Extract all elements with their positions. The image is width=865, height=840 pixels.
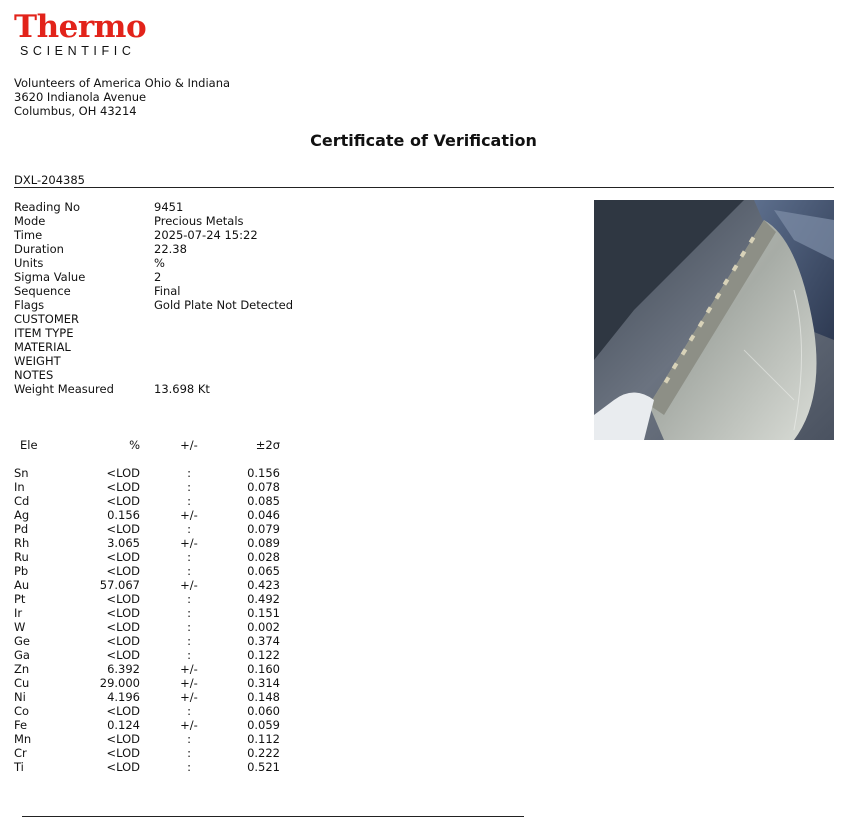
info-label: Units — [14, 256, 44, 270]
info-row — [14, 382, 293, 396]
info-label: Sigma Value — [14, 270, 86, 284]
sample-camera-photo — [594, 200, 834, 440]
cell-percent: 4.196 — [107, 690, 140, 704]
info-label: CUSTOMER — [14, 312, 80, 326]
cell-two-sigma: 0.151 — [247, 606, 280, 620]
info-row — [14, 298, 293, 312]
cell-plus-minus: +/- — [180, 690, 198, 704]
customer-address — [14, 76, 230, 118]
address-line: 3620 Indianola Avenue — [14, 90, 147, 104]
cell-percent: <LOD — [106, 648, 140, 662]
cell-two-sigma: 0.148 — [247, 690, 280, 704]
cell-percent: <LOD — [106, 760, 140, 774]
info-label: ITEM TYPE — [14, 326, 74, 340]
cell-percent: 57.067 — [99, 578, 140, 592]
address-line: Columbus, OH 43214 — [14, 104, 137, 118]
cell-percent: 0.124 — [107, 718, 140, 732]
info-label: MATERIAL — [14, 340, 71, 354]
cell-two-sigma: 0.085 — [247, 494, 280, 508]
cell-plus-minus: +/- — [180, 662, 198, 676]
cell-plus-minus: : — [187, 746, 191, 760]
cell-percent: <LOD — [106, 634, 140, 648]
cell-plus-minus: +/- — [180, 578, 198, 592]
cell-plus-minus: : — [187, 704, 191, 718]
signature-line — [22, 816, 524, 817]
cell-plus-minus: +/- — [180, 536, 198, 550]
cell-two-sigma: 0.078 — [247, 480, 280, 494]
cell-percent: 3.065 — [107, 536, 140, 550]
cell-element: In — [14, 480, 25, 494]
address-line: Volunteers of America Ohio & Indiana — [14, 76, 231, 90]
cell-plus-minus: : — [187, 564, 191, 578]
info-row — [14, 312, 293, 326]
info-value: 13.698 Kt — [154, 382, 210, 396]
info-row — [14, 214, 293, 228]
header-percent: % — [129, 438, 140, 452]
cell-element: Ti — [14, 760, 24, 774]
info-row — [14, 242, 293, 256]
info-label: NOTES — [14, 368, 54, 382]
cell-plus-minus: : — [187, 732, 191, 746]
info-row — [14, 270, 293, 284]
info-row — [14, 340, 293, 354]
cell-percent: <LOD — [106, 620, 140, 634]
logo-wordmark-thermo: Thermo — [14, 9, 147, 45]
cell-plus-minus: : — [187, 466, 191, 480]
info-value: 9451 — [154, 200, 184, 214]
cell-element: Cr — [14, 746, 27, 760]
cell-two-sigma: 0.060 — [247, 704, 280, 718]
info-row — [14, 228, 293, 242]
cell-plus-minus: : — [187, 606, 191, 620]
cell-two-sigma: 0.374 — [247, 634, 280, 648]
info-label: Time — [14, 228, 43, 242]
reading-info-list — [14, 200, 293, 396]
info-value: Gold Plate Not Detected — [154, 298, 294, 312]
cell-plus-minus: +/- — [180, 508, 198, 522]
cell-plus-minus: : — [187, 634, 191, 648]
info-row — [14, 326, 293, 340]
info-value: % — [154, 256, 165, 270]
cell-two-sigma: 0.065 — [247, 564, 280, 578]
cell-percent: <LOD — [106, 732, 140, 746]
cell-two-sigma: 0.059 — [247, 718, 280, 732]
header-element: Ele — [20, 438, 38, 452]
cell-plus-minus: : — [187, 760, 191, 774]
cell-element: Co — [14, 704, 30, 718]
cell-element: W — [14, 620, 26, 634]
cell-two-sigma: 0.122 — [247, 648, 280, 662]
info-label: Reading No — [14, 200, 80, 214]
cell-percent: <LOD — [106, 522, 140, 536]
cell-element: Cd — [14, 494, 30, 508]
cell-two-sigma: 0.112 — [247, 732, 280, 746]
info-value: 2025-07-24 15:22 — [154, 228, 258, 242]
cell-plus-minus: : — [187, 550, 191, 564]
cell-element: Ru — [14, 550, 29, 564]
cell-percent: <LOD — [106, 466, 140, 480]
info-row — [14, 284, 293, 298]
cell-percent: <LOD — [106, 550, 140, 564]
cell-element: Ga — [14, 648, 30, 662]
cell-plus-minus: : — [187, 620, 191, 634]
info-label: WEIGHT — [14, 354, 61, 368]
document-id: DXL-204385 — [14, 173, 85, 187]
logo-wordmark-scientific: SCIENTIFIC — [20, 44, 136, 58]
cell-percent: 29.000 — [99, 676, 140, 690]
cell-element: Zn — [14, 662, 30, 676]
cell-element: Au — [14, 578, 30, 592]
cell-two-sigma: 0.079 — [247, 522, 280, 536]
cell-two-sigma: 0.002 — [247, 620, 280, 634]
cell-two-sigma: 0.423 — [247, 578, 280, 592]
cell-percent: 6.392 — [107, 662, 140, 676]
cell-plus-minus: : — [187, 592, 191, 606]
cell-element: Ir — [14, 606, 23, 620]
cell-percent: <LOD — [106, 480, 140, 494]
cell-two-sigma: 0.521 — [247, 760, 280, 774]
cell-two-sigma: 0.222 — [247, 746, 280, 760]
info-label: Mode — [14, 214, 46, 228]
cell-percent: <LOD — [106, 746, 140, 760]
cell-two-sigma: 0.314 — [247, 676, 280, 690]
info-label: Sequence — [14, 284, 71, 298]
cell-percent: <LOD — [106, 704, 140, 718]
cell-percent: <LOD — [106, 606, 140, 620]
cell-element: Rh — [14, 536, 30, 550]
cell-element: Pb — [14, 564, 29, 578]
cell-percent: <LOD — [106, 592, 140, 606]
cell-two-sigma: 0.156 — [247, 466, 280, 480]
cell-two-sigma: 0.089 — [247, 536, 280, 550]
header-plus-minus: +/- — [180, 438, 198, 452]
cell-element: Ni — [14, 690, 26, 704]
cell-plus-minus: +/- — [180, 676, 198, 690]
cell-percent: <LOD — [106, 564, 140, 578]
info-label: Weight Measured — [14, 382, 114, 396]
sample-photo-image — [594, 200, 834, 440]
document-title: Certificate of Verification — [310, 131, 537, 150]
cell-plus-minus: : — [187, 522, 191, 536]
info-row — [14, 354, 293, 368]
cell-percent: 0.156 — [107, 508, 140, 522]
header-two-sigma: ±2σ — [255, 438, 280, 452]
thermo-scientific-logo — [14, 10, 146, 58]
cell-two-sigma: 0.046 — [247, 508, 280, 522]
info-row — [14, 200, 293, 214]
info-label: Flags — [14, 298, 45, 312]
cell-plus-minus: : — [187, 480, 191, 494]
info-row — [14, 256, 293, 270]
info-label: Duration — [14, 242, 64, 256]
cell-two-sigma: 0.160 — [247, 662, 280, 676]
cell-element: Ag — [14, 508, 30, 522]
cell-plus-minus: : — [187, 494, 191, 508]
info-value: 22.38 — [154, 242, 187, 256]
cell-element: Pd — [14, 522, 29, 536]
info-row — [14, 368, 293, 382]
cell-element: Sn — [14, 466, 29, 480]
info-value: Final — [154, 284, 181, 298]
info-value: 2 — [154, 270, 162, 284]
cell-plus-minus: : — [187, 648, 191, 662]
cell-element: Pt — [14, 592, 26, 606]
cell-element: Cu — [14, 676, 30, 690]
cell-plus-minus: +/- — [180, 718, 198, 732]
header-divider — [14, 187, 834, 188]
cell-two-sigma: 0.492 — [247, 592, 280, 606]
info-value: Precious Metals — [154, 214, 244, 228]
cell-element: Fe — [14, 718, 28, 732]
cell-percent: <LOD — [106, 494, 140, 508]
cell-element: Ge — [14, 634, 30, 648]
cell-two-sigma: 0.028 — [247, 550, 280, 564]
cell-element: Mn — [14, 732, 32, 746]
